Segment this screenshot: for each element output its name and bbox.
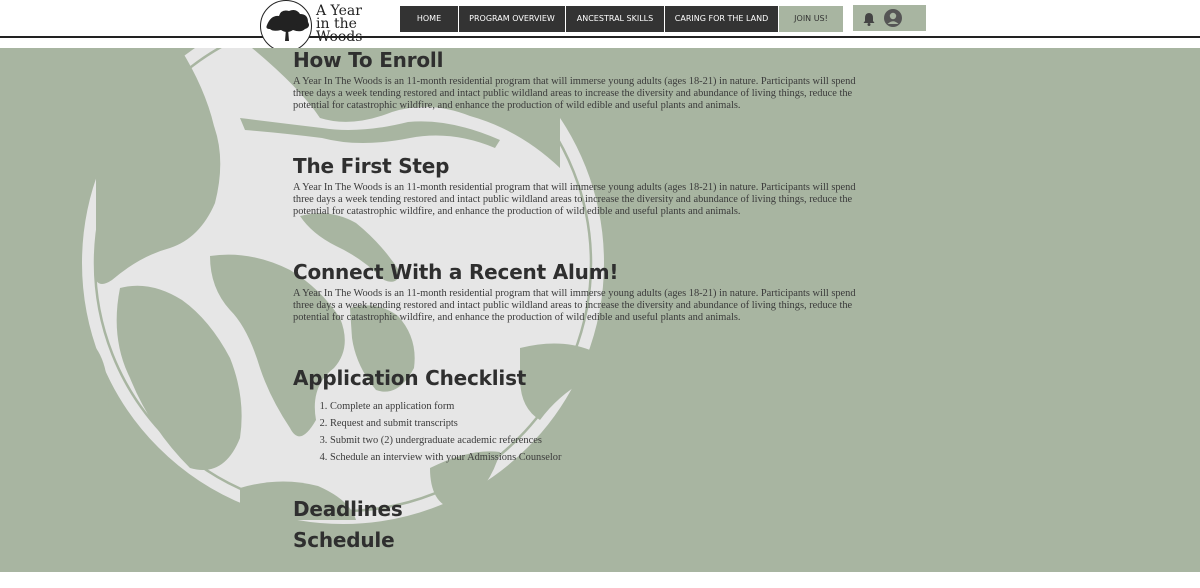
section-body: A Year In The Woods is an 11-month residential program that will immerse young adults (ages 18-21) in nature. Participants will spend three days a week tending restored and intact public wildland areas to increase the diversity and abundance of living things, reduce the potential for catastrophic wildfire, and enhance the production of wild edible and useful plants and animals. [293, 76, 856, 111]
bell-icon[interactable] [863, 11, 875, 30]
logo-wordmark [316, 5, 400, 44]
site-header [0, 0, 1200, 45]
checklist-item: 1. Complete an application form [330, 398, 561, 415]
account-bar [853, 5, 926, 31]
checklist-item: 4. Schedule an interview with your Admissions Counselor [330, 449, 561, 466]
section-the-first-step [293, 154, 868, 218]
section-schedule [293, 528, 394, 552]
section-body: A Year In The Woods is an 11-month residential program that will immerse young adults (ages 18-21) in nature. Participants will spend three days a week tending restored and intact public wildland areas to increase the diversity and abundance of living things, reduce the potential for catastrophic wildfire, and enhance the production of wild edible and useful plants and animals. [293, 182, 856, 217]
nav-caring-for-the-land[interactable]: CARING FOR THE LAND [665, 6, 779, 32]
section-title: Deadlines [293, 497, 403, 521]
section-title: Application Checklist [293, 366, 527, 390]
section-title: The First Step [293, 154, 450, 178]
main-nav [400, 6, 843, 32]
site-logo[interactable] [260, 0, 400, 45]
section-body: A Year In The Woods is an 11-month residential program that will immerse young adults (ages 18-21) in nature. Participants will spend three days a week tending restored and intact public wildland areas to increase the diversity and abundance of living things, reduce the potential for catastrophic wildfire, and enhance the production of wild edible and useful plants and animals. [293, 288, 856, 323]
user-avatar-icon[interactable] [884, 9, 902, 31]
checklist [293, 398, 561, 466]
content-band [0, 48, 1200, 572]
logo-line-1: A Year [316, 3, 362, 19]
checklist-item: 2. Request and submit transcripts [330, 415, 561, 432]
section-how-to-enroll [293, 48, 868, 112]
section-title: Connect With a Recent Alum! [293, 260, 619, 284]
section-connect-with-alum [293, 260, 868, 324]
nav-home[interactable]: HOME [400, 6, 459, 32]
section-title: Schedule [293, 528, 395, 552]
checklist-item: 3. Submit two (2) undergraduate academic references [330, 432, 561, 449]
logo-line-2: in the Woods [316, 16, 363, 45]
section-title: How To Enroll [293, 48, 444, 72]
section-application-checklist [293, 366, 561, 466]
nav-program-overview[interactable]: PROGRAM OVERVIEW [459, 6, 566, 32]
tree-logo-icon [260, 0, 312, 52]
section-deadlines [293, 497, 403, 521]
nav-join-us[interactable]: JOIN US! [779, 6, 843, 32]
nav-ancestral-skills[interactable]: ANCESTRAL SKILLS [566, 6, 665, 32]
